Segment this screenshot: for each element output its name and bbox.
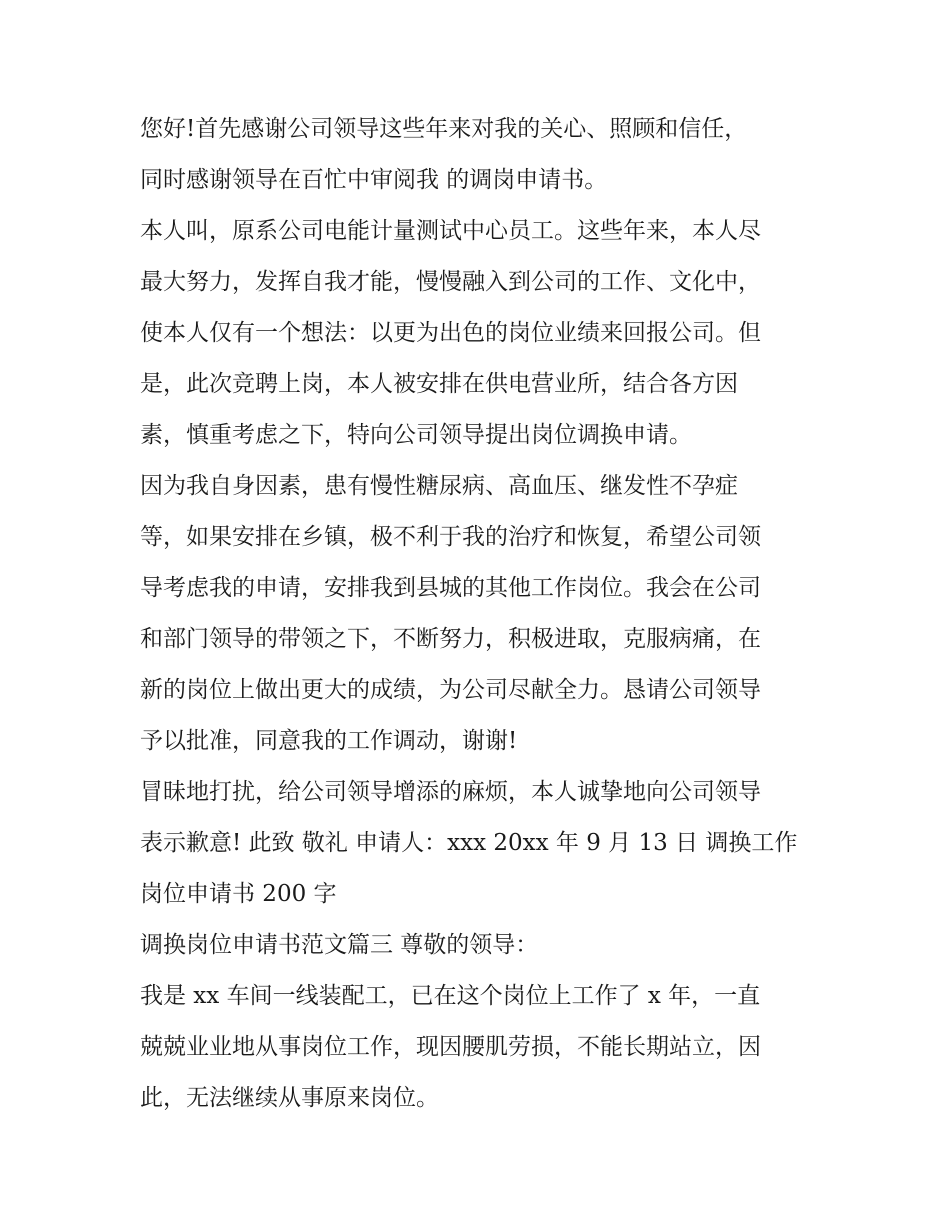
text-line: 是，此次竞聘上岗，本人被安排在供电营业所，结合各方因 — [140, 371, 738, 397]
text-line: 最大努力，发挥自我才能，慢慢融入到公司的工作、文化中， — [140, 269, 761, 295]
text-line: 等，如果安排在乡镇，极不利于我的治疗和恢复，希望公司领 — [140, 524, 761, 550]
text-line: 使本人仅有一个想法：以更为出色的岗位业绩来回报公司。但 — [140, 320, 761, 346]
text-line: 表示歉意! 此致 敬礼 申请人：xxx 20xx 年 9 月 13 日 调换工作 — [140, 830, 798, 856]
text-line: 予以批准，同意我的工作调动，谢谢! — [140, 728, 518, 754]
text-line: 因为我自身因素，患有慢性糖尿病、高血压、继发性不孕症 — [140, 473, 738, 499]
text-line: 新的岗位上做出更大的成绩，为公司尽献全力。恳请公司领导 — [140, 677, 761, 703]
document-body — [140, 104, 820, 1124]
text-line: 岗位申请书 200 字 — [140, 881, 337, 907]
text-line: 调换岗位申请书范文篇三 尊敬的领导： — [140, 932, 539, 958]
text-line: 本人叫，原系公司电能计量测试中心员工。这些年来，本人尽 — [140, 218, 761, 244]
text-line: 您好!首先感谢公司领导这些年来对我的关心、照顾和信任， — [140, 116, 748, 142]
text-line: 我是 xx 车间一线装配工，已在这个岗位上工作了 x 年，一直 — [140, 983, 761, 1009]
text-line: 素，慎重考虑之下，特向公司领导提出岗位调换申请。 — [140, 422, 692, 448]
text-line: 此，无法继续从事原来岗位。 — [140, 1085, 439, 1111]
text-line: 冒昧地打扰，给公司领导增添的麻烦，本人诚挚地向公司领导 — [140, 779, 761, 805]
text-line: 和部门领导的带领之下，不断努力，积极进取，克服病痛，在 — [140, 626, 761, 652]
text-line: 兢兢业业地从事岗位工作，现因腰肌劳损，不能长期站立，因 — [140, 1034, 761, 1060]
text-line: 导考虑我的申请，安排我到县城的其他工作岗位。我会在公司 — [140, 575, 761, 601]
text-line: 同时感谢领导在百忙中审阅我 的调岗申请书。 — [140, 167, 608, 193]
